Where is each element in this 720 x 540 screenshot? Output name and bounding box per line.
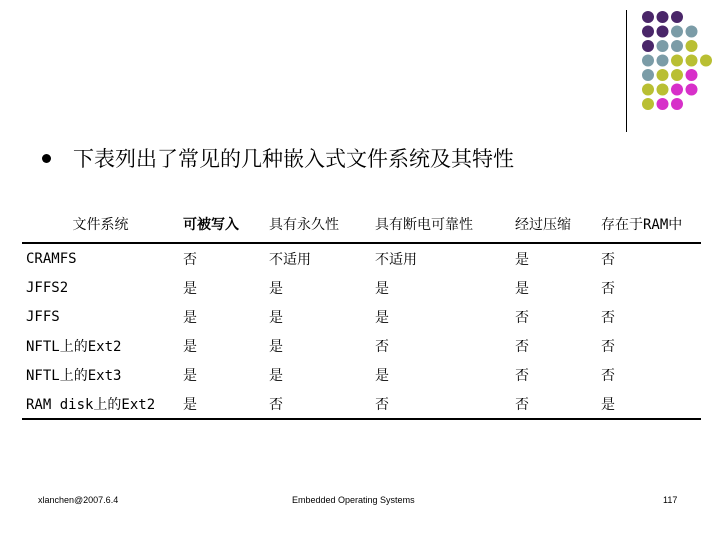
table-cell: 是 — [375, 280, 389, 297]
decorative-dot — [642, 40, 654, 52]
table-row — [22, 243, 701, 273]
table-cell: JFFS — [26, 308, 60, 325]
footer-title: Embedded Operating Systems — [292, 495, 415, 505]
table-cell: 是 — [511, 243, 597, 273]
table-row — [22, 302, 701, 331]
table-cell: NFTL上的Ext2 — [26, 338, 122, 355]
bullet-icon — [42, 154, 51, 163]
decorative-dot — [642, 98, 654, 110]
decorative-dot — [657, 26, 669, 38]
table-cell: 否 — [601, 338, 615, 355]
header-in-ram: 存在于RAM中 — [601, 217, 683, 233]
table-cell: NFTL上的Ext3 — [26, 367, 122, 384]
table-cell: 是 — [269, 280, 283, 297]
table-cell: 否 — [515, 309, 529, 326]
table-cell: 是 — [269, 338, 283, 355]
table-cell: 是 — [269, 367, 283, 384]
table-cell: 是 — [269, 309, 283, 326]
decorative-dot-grid — [640, 9, 720, 119]
table-cell: 否 — [601, 280, 615, 297]
decorative-dot — [657, 98, 669, 110]
decorative-dot — [642, 69, 654, 81]
decorative-dot — [657, 69, 669, 81]
table-cell: 是 — [179, 389, 265, 419]
table-cell: 否 — [515, 367, 529, 384]
decorative-dot — [642, 84, 654, 96]
table-cell: 是 — [183, 367, 197, 384]
decorative-dot — [671, 98, 683, 110]
decorative-vertical-line — [626, 10, 627, 132]
decorative-dot — [642, 26, 654, 38]
table-cell: CRAMFS — [22, 243, 179, 273]
header-compressed: 经过压缩 — [515, 217, 571, 233]
table-cell: 是 — [183, 280, 197, 297]
table-cell: 否 — [515, 338, 529, 355]
table-cell: 是 — [597, 389, 701, 419]
decorative-dot — [700, 55, 712, 67]
table-cell: 否 — [375, 338, 389, 355]
table-cell: RAM disk上的Ext2 — [22, 389, 179, 419]
header-power-fail-safe: 具有断电可靠性 — [375, 217, 473, 233]
header-filesystem: 文件系统 — [72, 217, 129, 233]
table-cell: JFFS2 — [26, 279, 69, 296]
table-row — [22, 331, 701, 360]
decorative-dot — [686, 69, 698, 81]
slide-heading: 下表列出了常见的几种嵌入式文件系统及其特性 — [73, 147, 514, 171]
decorative-dot — [671, 55, 683, 67]
table-cell: 是 — [375, 367, 389, 384]
table-cell: 否 — [265, 389, 371, 419]
header-persistent: 具有永久性 — [269, 217, 339, 233]
table-cell: 否 — [597, 243, 701, 273]
header-writable: 可被写入 — [183, 217, 239, 233]
table-cell: 否 — [601, 309, 615, 326]
table-cell: 是 — [183, 309, 197, 326]
decorative-dot — [671, 11, 683, 23]
footer-page-number: 117 — [663, 495, 678, 505]
table-cell: 否 — [179, 243, 265, 273]
table-row — [22, 389, 701, 419]
filesystem-comparison-table — [22, 206, 701, 420]
table-cell: 不适用 — [371, 243, 511, 273]
decorative-dot — [671, 40, 683, 52]
decorative-dot — [671, 26, 683, 38]
decorative-dot — [686, 84, 698, 96]
decorative-dot — [671, 84, 683, 96]
decorative-dot — [657, 84, 669, 96]
table-cell: 是 — [515, 280, 529, 297]
table-row — [22, 360, 701, 389]
decorative-dot — [671, 69, 683, 81]
table-header-row — [22, 206, 701, 243]
decorative-dot — [686, 40, 698, 52]
table-cell: 否 — [601, 367, 615, 384]
decorative-dot — [686, 55, 698, 67]
table-cell: 否 — [511, 389, 597, 419]
table-cell: 不适用 — [265, 243, 371, 273]
table-cell: 是 — [375, 309, 389, 326]
table-cell: 是 — [183, 338, 197, 355]
decorative-dot — [657, 55, 669, 67]
decorative-dot — [686, 26, 698, 38]
table-row — [22, 273, 701, 302]
table-cell: 否 — [371, 389, 511, 419]
footer-author: xlanchen@2007.6.4 — [38, 495, 119, 505]
decorative-dot — [657, 40, 669, 52]
decorative-dot — [642, 11, 654, 23]
decorative-dot — [642, 55, 654, 67]
decorative-dot — [657, 11, 669, 23]
